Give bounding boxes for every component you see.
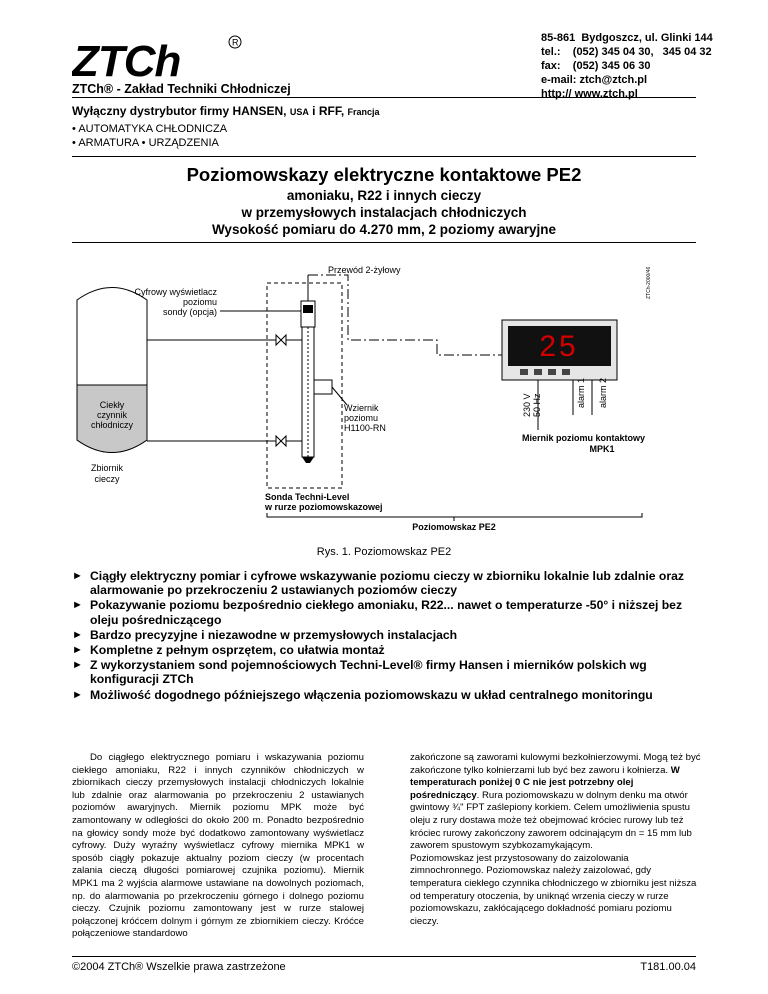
meter-readout: 25: [539, 330, 579, 363]
svg-text:Cyfrowy wyświetlacz: Cyfrowy wyświetlacz: [134, 287, 217, 297]
sight-glass: [314, 380, 332, 394]
svg-text:w rurze poziomowskazowej: w rurze poziomowskazowej: [265, 502, 383, 512]
probe-head: [301, 301, 315, 327]
svg-text:alarm 1: alarm 1: [576, 377, 586, 408]
list-item: ► Pokazywanie poziomu bezpośrednio ciekłego amoniaku, R22... nawet o temperaturze -50° i niższej bez oleju pośredniczącego: [72, 598, 683, 627]
page-subtitle: amoniaku, R22 i innych cieczy w przemysłowych instalacjach chłodniczych Wysokość pomiaru do 4.270 mm, 2 poziomy awaryjne: [211, 188, 557, 237]
figure-caption: Rys. 1. Poziomowskaz PE2: [316, 546, 452, 558]
svg-text:czynnik: czynnik: [96, 410, 128, 420]
system-diagram: [72, 255, 696, 545]
svg-text:poziomu: poziomu: [344, 413, 379, 423]
header-divider: [72, 97, 696, 98]
list-item: ► Kompletne z pełnym osprzętem, co ułatwia montaż: [72, 643, 385, 658]
mpk1-meter: [502, 320, 617, 380]
registered-mark: R: [232, 37, 239, 48]
svg-text:Ciekły: Ciekły: [99, 400, 125, 410]
list-item: ► Możliwość dogodnego późniejszego włączenia poziomowskazu w układ centralnego monitoringu: [72, 687, 653, 702]
contact-block: [541, 31, 713, 101]
company-name: ZTCh® - Zakład Techniki Chłodniczej: [72, 82, 291, 96]
contact-address: 85-861 Bydgoszcz, ul. Glinki 144: [541, 32, 713, 44]
feature-list: [72, 569, 712, 703]
svg-text:Zbiornik: Zbiornik: [90, 463, 124, 473]
arrow-icon: ►: [72, 599, 83, 612]
distributor-line: Wyłączny dystrybutor firmy HANSEN, USA i RFF, Francja: [72, 104, 380, 118]
svg-text:Przewód 2-żyłowy: Przewód 2-żyłowy: [328, 265, 401, 275]
arrow-icon: ►: [72, 644, 83, 657]
arrow-icon: ►: [72, 628, 83, 641]
svg-text:alarm 2: alarm 2: [598, 377, 608, 408]
svg-text:chłodniczy: chłodniczy: [90, 420, 134, 430]
svg-text:50 Hz: 50 Hz: [532, 393, 542, 417]
svg-text:Miernik poziomu kontaktowy: Miernik poziomu kontaktowy: [521, 433, 645, 443]
svg-text:cieczy: cieczy: [94, 474, 120, 484]
svg-text:Wziernik: Wziernik: [344, 403, 379, 413]
title-divider-top: [72, 156, 696, 157]
body-column-right: zakończone są zaworami kulowymi bezkołnierzowymi. Mogą też być zakończone tylko kołnierzami lub być bez zaworu i kołnierza. W temperaturach poniżej 0 C nie jest potrzebny olej pośredniczący. Rura poziomowskazu w dolnym denku ma otwór gwintowy ¾" FPT zaślepiony korkiem. Celem umożliwienia spustu oleju z rury dostawa może też obejmować króciec rurowy lub też króciec rurowy zakończony zaworem odcinającym dn = 15 mm lub zaworem spustowym szybkozamykającym. Poziomowskaz jest przystosowany do zaizolowania zimnochronnego. Poziomowskaz należy zaizolować, gdy temperatura ciekłego czynnika chłodniczego w zbiorniku jest niższa od temperatury otoczenia, by uniknąć wrzenia cieczy w rurze poziomowskazu, zakłócającego dokładność pomiaru poziomu cieczy.: [410, 752, 701, 927]
contact-web[interactable]: http:// www.ztch.pl: [541, 88, 638, 100]
svg-text:sondy (opcja): sondy (opcja): [162, 307, 217, 317]
bullet-automatyka: • AUTOMATYKA CHŁODNICZA: [72, 123, 228, 135]
title-divider-bottom: [72, 242, 696, 243]
page-title: Poziomowskazy elektryczne kontaktowe PE2: [186, 164, 582, 185]
svg-text:230 V: 230 V: [522, 393, 532, 417]
svg-text:ZTCh-2000/46: ZTCh-2000/46: [646, 266, 652, 299]
footer-doc-code: T181.00.04: [640, 961, 696, 973]
svg-text:Sonda Techni-Level: Sonda Techni-Level: [265, 492, 350, 502]
list-item: ► Bardzo precyzyjne i niezawodne w przemysłowych instalacjach: [72, 627, 458, 642]
svg-text:poziomu: poziomu: [182, 297, 217, 307]
arrow-icon: ►: [72, 570, 83, 582]
contact-fax: fax: (052) 345 06 30: [541, 60, 651, 72]
top-valve-icon: [276, 335, 286, 345]
bottom-valve-icon: [276, 436, 286, 446]
arrow-icon: ►: [72, 659, 83, 672]
svg-text:MPK1: MPK1: [589, 444, 615, 454]
svg-text:Poziomowskaz PE2: Poziomowskaz PE2: [412, 522, 496, 532]
ztch-logo: [72, 34, 252, 84]
footer-copyright: ©2004 ZTCh® Wszelkie prawa zastrzeżone: [72, 961, 286, 973]
logo-wordmark: ZTCh: [72, 37, 181, 84]
list-item: ► Ciągły elektryczny pomiar i cyfrowe wskazywanie poziomu cieczy w zbiorniku lokalnie lub zdalnie oraz alarmowanie po przekroczeniu 2 ustawianych poziomów cieczy: [72, 569, 684, 598]
footer-divider: [72, 956, 696, 957]
bullet-armatura: • ARMATURA • URZĄDZENIA: [72, 137, 219, 149]
list-item: ► Z wykorzystaniem sond pojemnościowych Techni-Level® firmy Hansen i mierników polskich wg konfiguracji ZTCh: [72, 658, 647, 687]
body-column-left: Do ciągłego elektrycznego pomiaru i wskazywania poziomu ciekłego amoniaku, R22 i innych czynników chłodniczych w zbiornikach cieczy przemysłowych instalacji chłodniczych lokalnie lub zdalnie oraz alarmowania po przekroczeniu 2 ustawianych poziomów awaryjnych. Miernik poziomu MPK może być zamontowany w odległości do około 200 m. Ponadto bezpośrednio na głowicy sondy może być dodatkowo zamontowany wyświetlacz cyfrowy. Duży wyraźny wyświetlacz cyfrowy miernika MPK1 w sposób ciągły pokazuje aktualny poziom cieczy (w procentach zalania cieczą długości pomiarowej czujnika poziomu). Miernik MPK1 ma 2 wyjścia alarmowe ustawiane na dowolnych poziomach, np. do alarmowania po przekroczeniu górnego i dolnego poziomu cieczy. Czujnik poziomu zamontowany jest w rurze stalowej połączonej króćcem dolnym i górnym ze zbiornikiem cieczy. Króćce połączeniowe standardowo: [72, 752, 364, 940]
arrow-icon: ►: [72, 688, 83, 701]
svg-text:H1100-RN: H1100-RN: [344, 423, 386, 433]
contact-tel: tel.: (052) 345 04 30, 345 04 32: [541, 46, 712, 58]
contact-email[interactable]: e-mail: ztch@ztch.pl: [541, 74, 648, 86]
